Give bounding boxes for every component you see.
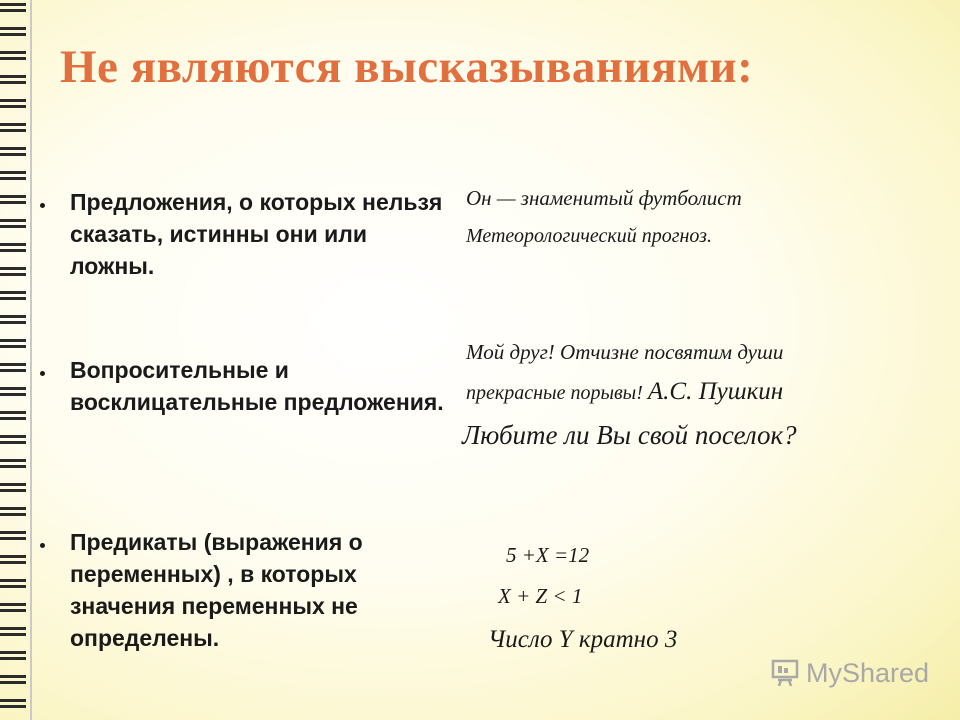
example-poem-line2 (466, 378, 783, 406)
example-question: Любите ли Вы свой поселок? (462, 420, 797, 450)
example-footballer: Он — знаменитый футболист (466, 186, 742, 210)
spiral-binding (0, 0, 40, 720)
example-forecast: Метеорологический прогноз. (466, 225, 712, 247)
bullet-dot-icon (40, 371, 45, 376)
bullet-text: Предложения, о которых нельзя сказать, истинны они или ложны. (70, 189, 443, 279)
example-author: А.С. Пушкин (647, 378, 784, 405)
spiral-edge (30, 0, 32, 720)
bullet-item (40, 186, 450, 282)
example-equation: 5 +Х =12 (506, 543, 590, 567)
presentation-board-icon (770, 658, 800, 688)
bullet-dot-icon (40, 543, 45, 548)
bullet-text: Вопросительные и восклицательные предложения. (70, 357, 444, 415)
bullet-text: Предикаты (выражения о переменных) , в которых значения переменных не определены. (70, 529, 363, 651)
example-poem-text: прекрасные порывы! (466, 382, 648, 404)
bullet-item (40, 526, 450, 654)
example-poem-line1: Мой друг! Отчизне посвятим души (466, 340, 784, 364)
example-inequality: Х + Z < 1 (498, 584, 583, 608)
slide-title: Не являются высказываниями: (60, 41, 754, 93)
example-divisible: Число Y кратно 3 (488, 626, 678, 653)
bullet-item (40, 354, 450, 418)
myshared-logo (770, 656, 929, 690)
bullet-dot-icon (40, 203, 45, 208)
logo-text: MyShared (806, 657, 930, 688)
